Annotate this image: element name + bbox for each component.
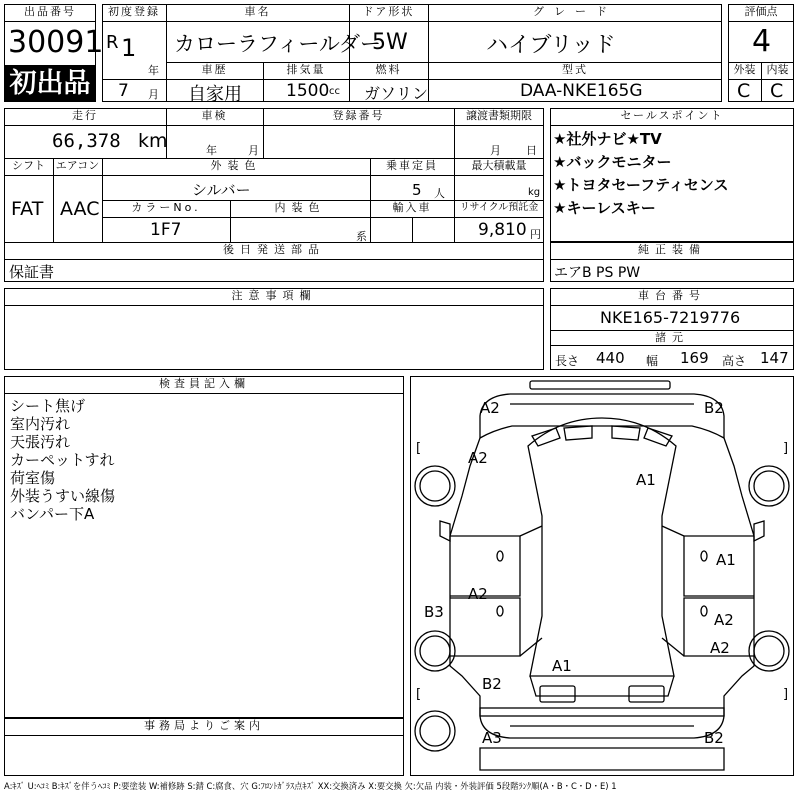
inspector-note: 外装うすい線傷	[10, 487, 116, 505]
capacity-unit: 人	[434, 187, 445, 200]
transfer-month-unit: 月	[490, 144, 501, 157]
damage-mark: A2	[714, 611, 734, 629]
wheel-rear-left	[415, 631, 455, 671]
exterior-grade: C	[737, 80, 751, 102]
max-load-unit: kg	[528, 187, 541, 198]
damage-mark: A2	[480, 399, 500, 417]
int-color-label: 内装色	[274, 201, 326, 214]
transfer-day-unit: 日	[526, 144, 537, 157]
sales-point: ★社外ナビ★TV	[553, 130, 662, 148]
height-label: 高さ	[722, 354, 747, 368]
shift: FAT	[11, 198, 44, 220]
car-diagram	[410, 376, 794, 776]
car-name-label: 車名	[244, 5, 271, 18]
lot-number-label: 出品番号	[24, 5, 76, 18]
svg-text:]: ]	[783, 441, 789, 456]
displacement-label: 排気量	[286, 63, 326, 76]
damage-mark: A2	[468, 449, 488, 467]
first-reg-label: 初度登録	[108, 5, 160, 18]
inspector-note: バンパー下A	[10, 505, 95, 523]
interior-label: 内装	[766, 63, 789, 76]
hood	[480, 394, 724, 438]
recycle-label: リサイクル預託金	[459, 202, 539, 213]
later-parts-label: 後日発送部品	[223, 243, 325, 256]
history-label: 車歴	[201, 63, 228, 76]
inspector-label: 検査員記入欄	[159, 377, 249, 390]
damage-mark: B3	[424, 603, 444, 621]
inspection-label: 車検	[201, 109, 228, 122]
interior-grade: C	[770, 80, 784, 102]
sales-points-label: セールスポイント	[620, 109, 724, 122]
damage-mark: A1	[636, 471, 656, 489]
displacement: 1500	[286, 81, 330, 101]
inspection-month-unit: 月	[248, 144, 259, 157]
inspector-note: カーペットすれ	[10, 451, 115, 469]
office-label: 事務局よりご案内	[144, 719, 264, 732]
ext-color: シルバー	[192, 181, 251, 199]
height: 147	[760, 349, 789, 367]
fuel: ガソリン	[364, 84, 429, 103]
damage-mark: A2	[710, 639, 730, 657]
length: 440	[596, 349, 625, 367]
sales-point: ★キーレスキー	[553, 199, 656, 217]
width-label: 幅	[646, 354, 659, 368]
score-label: 評価点	[744, 5, 778, 18]
color-no: 1F7	[150, 220, 182, 240]
equipment-label: 純正装備	[638, 243, 706, 256]
damage-mark: A3	[482, 729, 502, 747]
max-load-label: 最大積載量	[471, 159, 527, 172]
model-label: 型式	[562, 63, 588, 76]
month-unit: 月	[148, 88, 159, 101]
legend: A:ｷｽﾞ U:ﾍｺﾐ B:ｷｽﾞを伴うﾍｺﾐ P:要塗装 W:補修跡 S:錆 C:腐食、穴 G:ﾌﾛﾝﾄｶﾞﾗｽ点ｷｽﾞ XX:交換済み X:要交換 欠:欠品 内装・外装評価 5段階ﾗﾝｸ順(A・B・C・D・E) 1	[4, 781, 617, 791]
year-unit: 年	[148, 64, 159, 77]
door-label: ドア形状	[362, 5, 415, 18]
later-parts: 保証書	[9, 263, 55, 281]
damage-mark: A2	[468, 585, 488, 603]
color-no-label: カラーNo.	[131, 201, 201, 214]
damage-mark: B2	[704, 399, 724, 417]
damage-mark: B2	[704, 729, 724, 747]
dims-label: 諸元	[655, 331, 689, 344]
mileage-unit: km	[138, 130, 168, 152]
length-label: 長さ	[555, 354, 580, 368]
grade-label: グレード	[533, 5, 617, 18]
inspector-note: シート焦げ	[10, 397, 86, 415]
sales-point: ★トヨタセーフティセンス	[553, 176, 729, 194]
fuel-label: 燃料	[375, 63, 402, 76]
first-listing-badge: 初出品	[4, 65, 96, 102]
front-bumper-top	[530, 381, 670, 389]
ext-color-label: 外装色	[210, 159, 262, 172]
reg-number-label: 登録番号	[332, 109, 385, 122]
shift-label: シフト	[12, 159, 45, 172]
damage-mark: A1	[552, 657, 572, 675]
rear-tailgate	[480, 748, 724, 770]
exterior-label: 外装	[733, 63, 756, 76]
recycle-unit: 円	[530, 228, 541, 241]
inspection-year-unit: 年	[206, 144, 217, 157]
wheel-rear-right	[749, 631, 789, 671]
import-label: 輸入車	[392, 201, 432, 214]
svg-text:[: [	[416, 687, 422, 702]
chassis-label: 車台番号	[638, 289, 706, 302]
model: DAA-NKE165G	[520, 81, 643, 101]
ac-label: エアコン	[55, 159, 100, 172]
ac: AAC	[60, 198, 100, 220]
month-number: 7	[118, 81, 129, 101]
spare-wheel	[415, 711, 455, 751]
car-name: カローラフィールダー	[174, 32, 382, 56]
recycle-fee: 9,810	[478, 220, 527, 240]
mileage-label: 走行	[72, 109, 98, 122]
history: 自家用	[188, 84, 242, 105]
lot-number: 30091	[8, 25, 104, 60]
svg-text:]: ]	[783, 687, 789, 702]
capacity-label: 乗車定員	[386, 159, 438, 172]
era: R	[106, 32, 119, 53]
notes-label: 注意事項欄	[231, 289, 317, 302]
rear-bumper	[480, 716, 724, 738]
wheel-front-left	[415, 466, 455, 506]
damage-mark: B2	[482, 675, 502, 693]
svg-text:[: [	[416, 441, 422, 456]
damage-mark: A1	[716, 551, 736, 569]
grade: ハイブリッド	[486, 33, 616, 58]
rear-bumper-bottom	[480, 708, 724, 716]
door-type: 5W	[372, 30, 408, 55]
sales-point: ★バックモニター	[553, 153, 672, 171]
capacity: 5	[412, 181, 422, 199]
year-number: 1	[121, 34, 137, 62]
inspector-note: 室内汚れ	[10, 415, 71, 433]
mileage: 66,378	[52, 130, 121, 152]
wheel-front-right	[749, 466, 789, 506]
inspector-note: 荷室傷	[10, 469, 56, 487]
displacement-unit: cc	[329, 86, 340, 97]
int-color-unit: 系	[356, 230, 367, 243]
width: 169	[680, 349, 709, 367]
roof	[528, 418, 676, 676]
inspector-note: 天張汚れ	[10, 433, 71, 451]
score: 4	[752, 24, 772, 59]
chassis-number: NKE165-7219776	[600, 308, 741, 327]
transfer-deadline-label: 譲渡書類期限	[466, 109, 532, 122]
equipment: エアB PS PW	[554, 265, 641, 281]
